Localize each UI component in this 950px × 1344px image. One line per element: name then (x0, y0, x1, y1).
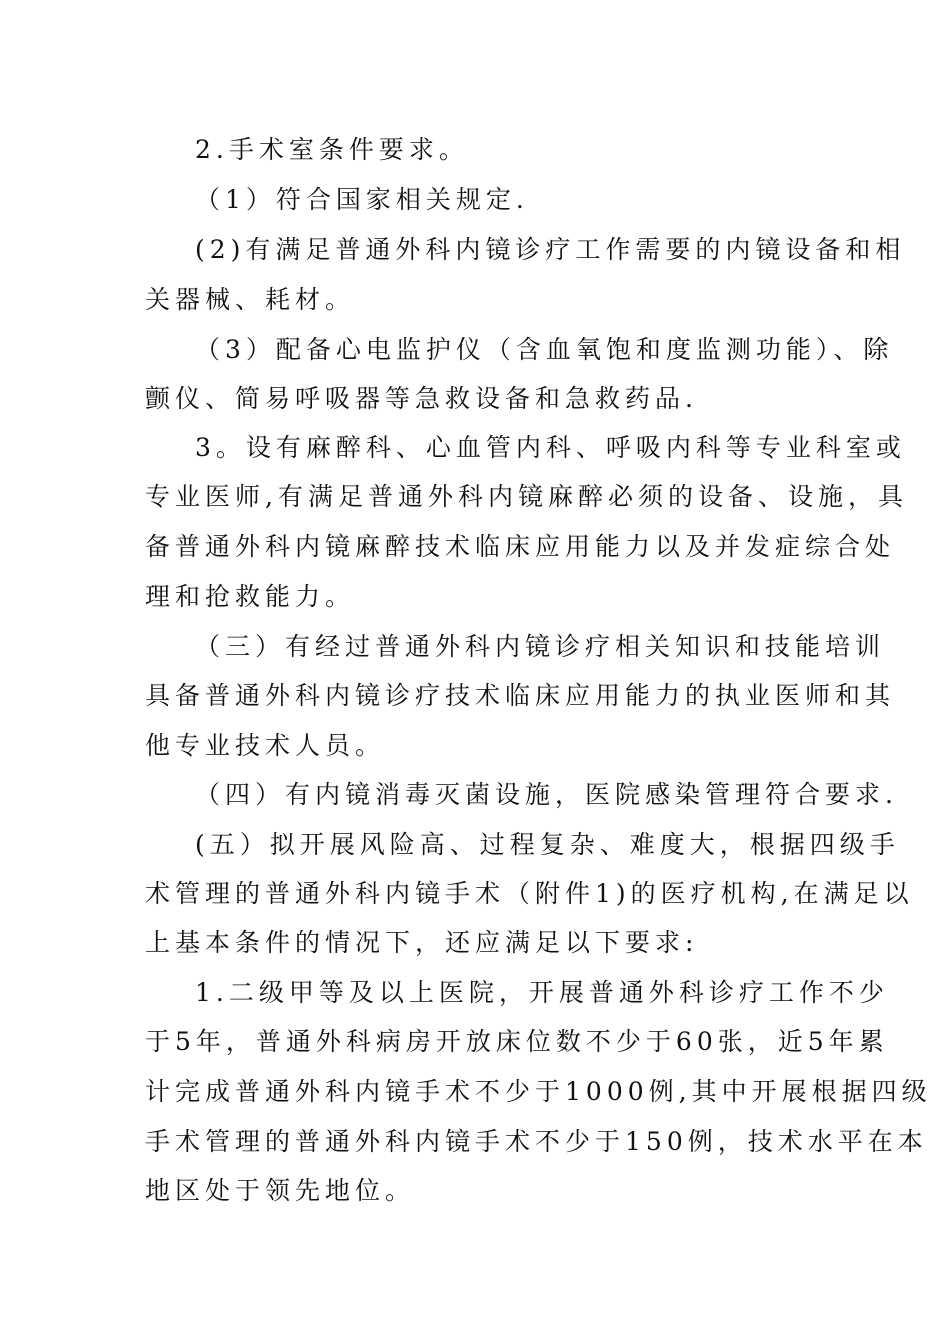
text-line: （四）有内镜消毒灭菌设施，医院感染管理符合要求. (195, 780, 898, 809)
text-line: 术管理的普通外科内镜手术（附件1)的医疗机构,在满足以 (145, 879, 914, 908)
text-line: 关器械、耗材。 (145, 285, 356, 314)
text-line: 1.二级甲等及以上医院，开展普通外科诊疗工作不少 (195, 978, 889, 1007)
text-line: 计完成普通外科内镜手术不少于1000例,其中开展根据四级 (145, 1077, 932, 1106)
text-line: 理和抢救能力。 (145, 582, 356, 611)
text-line: 具备普通外科内镜诊疗技术临床应用能力的执业医师和其 (145, 681, 896, 710)
text-line: 手术管理的普通外科内镜手术不少于150例，技术水平在本 (145, 1127, 928, 1156)
text-line: 备普通外科内镜麻醉技术临床应用能力以及并发症综合处 (145, 532, 896, 561)
text-line: 3。设有麻醉科、心血管内科、呼吸内科等专业科室或 (195, 433, 906, 462)
text-line: (2)有满足普通外科内镜诊疗工作需要的内镜设备和相 (195, 235, 906, 264)
text-line: （三）有经过普通外科内镜诊疗相关知识和技能培训 (195, 632, 886, 661)
text-line: （3）配备心电监护仪（含血氧饱和度监测功能）、除 (195, 335, 894, 364)
text-line: 地区处于领先地位。 (145, 1176, 416, 1205)
text-line: 颤仪、简易呼吸器等急救设备和急救药品. (145, 384, 698, 413)
text-line: (五）拟开展风险高、过程复杂、难度大，根据四级手 (195, 830, 900, 859)
text-line: 专业医师,有满足普通外科内镜麻醉必须的设备、设施，具 (145, 482, 908, 511)
text-line: 2.手术室条件要求。 (195, 135, 469, 164)
text-line: （1）符合国家相关规定. (195, 185, 529, 214)
text-line: 于5年，普通外科病房开放床位数不少于60张，近5年累 (145, 1027, 889, 1056)
text-line: 他专业技术人员。 (145, 731, 386, 760)
text-line: 上基本条件的情况下，还应满足以下要求: (145, 928, 699, 957)
